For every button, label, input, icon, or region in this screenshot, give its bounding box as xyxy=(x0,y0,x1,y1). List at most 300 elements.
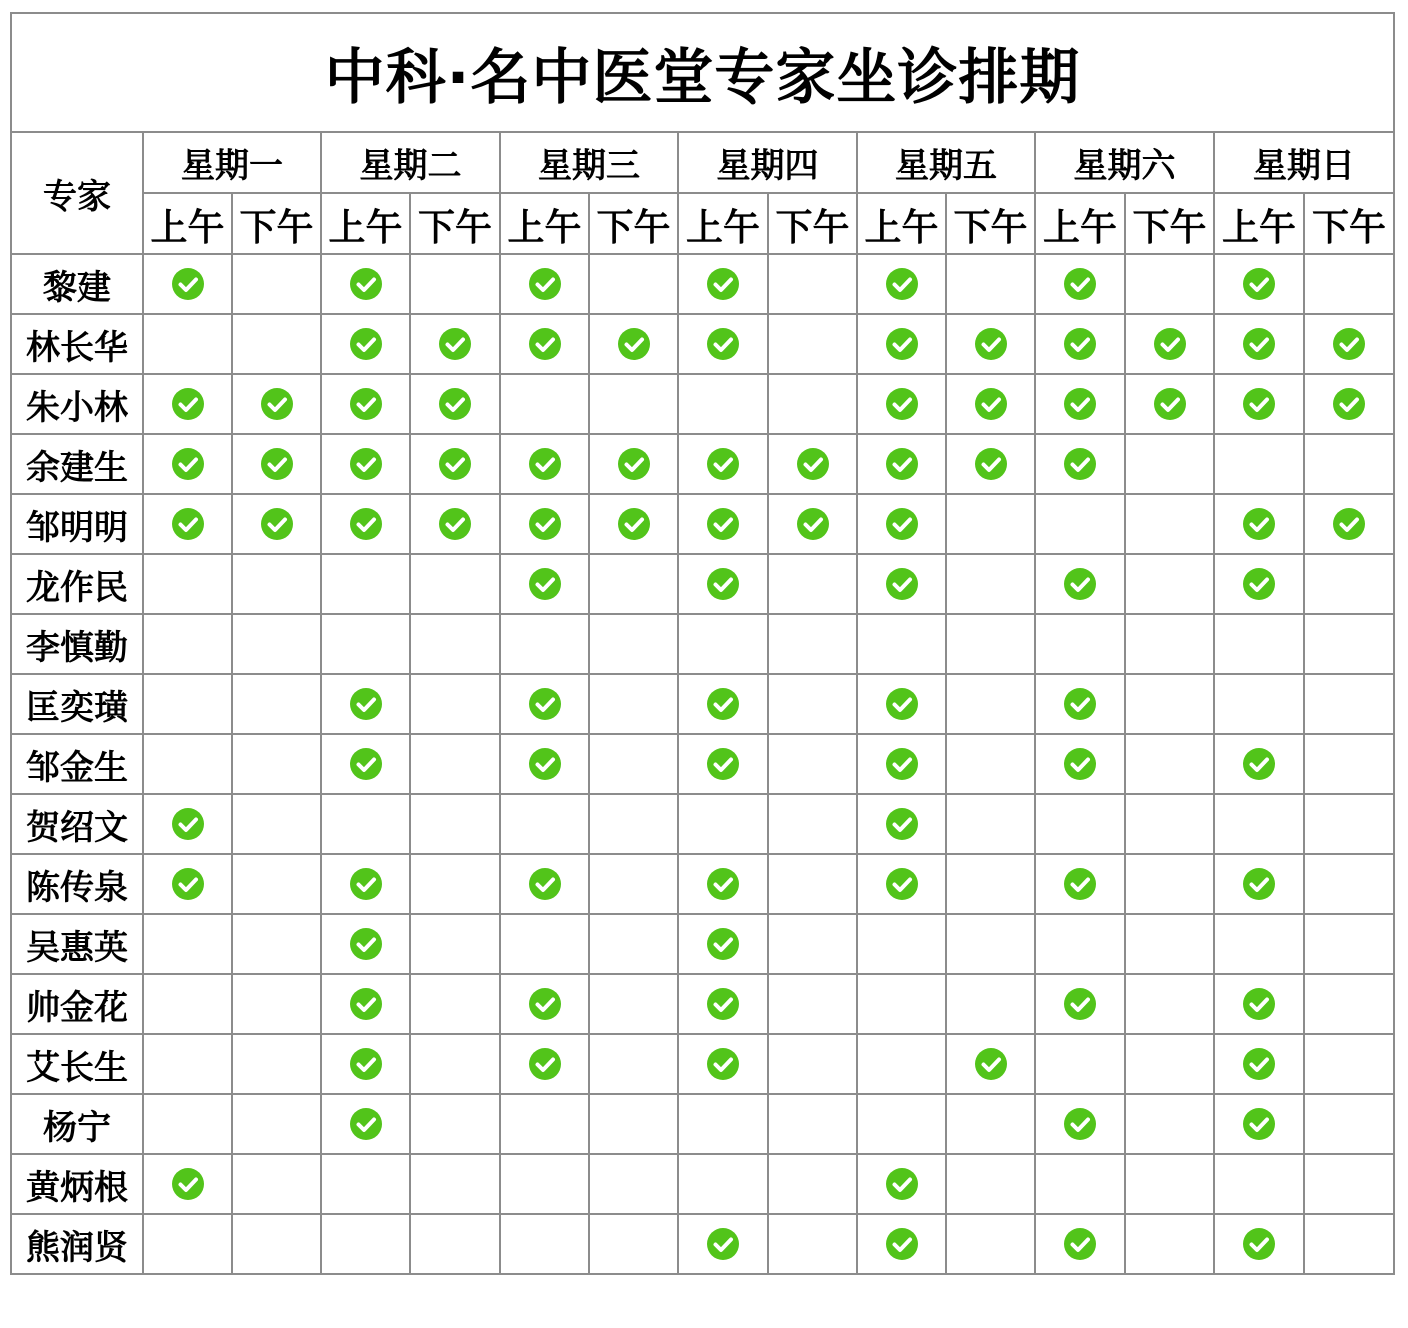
afternoon-slot-cell xyxy=(589,434,678,494)
afternoon-slot-cell xyxy=(1125,974,1214,1034)
afternoon-slot-cell xyxy=(232,794,321,854)
morning-slot-cell xyxy=(678,374,768,434)
morning-slot-cell xyxy=(143,794,232,854)
check-circle-icon xyxy=(707,508,739,540)
check-circle-icon xyxy=(1064,268,1096,300)
morning-slot-cell xyxy=(1214,314,1304,374)
check-circle-icon xyxy=(975,448,1007,480)
morning-slot-cell xyxy=(678,674,768,734)
check-circle-icon xyxy=(1243,748,1275,780)
check-circle-icon xyxy=(1243,508,1275,540)
morning-slot-cell xyxy=(1035,254,1125,314)
morning-slot-cell xyxy=(1035,1094,1125,1154)
check-circle-icon xyxy=(1064,1228,1096,1260)
morning-slot-cell xyxy=(321,314,410,374)
afternoon-slot-cell xyxy=(946,914,1035,974)
afternoon-slot-cell xyxy=(946,1034,1035,1094)
expert-name: 余建生 xyxy=(11,434,143,494)
afternoon-slot-cell xyxy=(589,974,678,1034)
check-circle-icon xyxy=(529,268,561,300)
afternoon-slot-cell xyxy=(410,1214,500,1274)
afternoon-slot-cell xyxy=(946,1154,1035,1214)
afternoon-slot-cell xyxy=(232,614,321,674)
morning-slot-cell xyxy=(1214,554,1304,614)
check-circle-icon xyxy=(529,568,561,600)
check-circle-icon xyxy=(707,688,739,720)
morning-slot-cell xyxy=(678,314,768,374)
afternoon-slot-cell xyxy=(232,1154,321,1214)
morning-slot-cell xyxy=(1035,794,1125,854)
morning-slot-cell xyxy=(857,674,946,734)
afternoon-slot-cell xyxy=(768,614,857,674)
morning-slot-cell xyxy=(1214,674,1304,734)
morning-slot-cell xyxy=(1035,974,1125,1034)
afternoon-slot-cell xyxy=(946,494,1035,554)
morning-slot-cell xyxy=(678,1034,768,1094)
afternoon-slot-cell xyxy=(232,734,321,794)
check-circle-icon xyxy=(886,568,918,600)
check-circle-icon xyxy=(529,748,561,780)
afternoon-slot-cell xyxy=(1125,494,1214,554)
afternoon-slot-cell xyxy=(232,494,321,554)
morning-slot-cell xyxy=(1214,854,1304,914)
check-circle-icon xyxy=(529,508,561,540)
check-circle-icon xyxy=(707,928,739,960)
afternoon-slot-cell xyxy=(946,314,1035,374)
afternoon-slot-cell xyxy=(768,1094,857,1154)
day-header: 星期二 xyxy=(321,132,500,193)
morning-slot-cell xyxy=(500,1094,589,1154)
afternoon-slot-cell xyxy=(589,914,678,974)
check-circle-icon xyxy=(797,448,829,480)
afternoon-header: 下午 xyxy=(1304,193,1394,254)
check-circle-icon xyxy=(1243,1108,1275,1140)
afternoon-slot-cell xyxy=(1125,254,1214,314)
afternoon-slot-cell xyxy=(589,1034,678,1094)
check-circle-icon xyxy=(707,748,739,780)
table-row xyxy=(11,1034,1394,1094)
morning-header: 上午 xyxy=(143,193,232,254)
check-circle-icon xyxy=(350,748,382,780)
morning-slot-cell xyxy=(321,1094,410,1154)
morning-slot-cell xyxy=(1035,434,1125,494)
check-circle-icon xyxy=(1064,868,1096,900)
check-circle-icon xyxy=(529,688,561,720)
check-circle-icon xyxy=(707,268,739,300)
morning-slot-cell xyxy=(321,494,410,554)
afternoon-slot-cell xyxy=(232,1034,321,1094)
morning-slot-cell xyxy=(321,794,410,854)
morning-slot-cell xyxy=(500,554,589,614)
afternoon-slot-cell xyxy=(768,494,857,554)
afternoon-slot-cell xyxy=(946,554,1035,614)
afternoon-slot-cell xyxy=(232,314,321,374)
afternoon-header: 下午 xyxy=(232,193,321,254)
check-circle-icon xyxy=(886,388,918,420)
morning-slot-cell xyxy=(678,1154,768,1214)
afternoon-slot-cell xyxy=(589,1214,678,1274)
morning-slot-cell xyxy=(143,614,232,674)
morning-slot-cell xyxy=(678,794,768,854)
check-circle-icon xyxy=(975,328,1007,360)
morning-slot-cell xyxy=(321,674,410,734)
check-circle-icon xyxy=(529,988,561,1020)
morning-slot-cell xyxy=(678,734,768,794)
afternoon-slot-cell xyxy=(1125,314,1214,374)
check-circle-icon xyxy=(886,328,918,360)
morning-header: 上午 xyxy=(321,193,410,254)
check-circle-icon xyxy=(172,388,204,420)
afternoon-header: 下午 xyxy=(946,193,1035,254)
day-header: 星期五 xyxy=(857,132,1035,193)
check-circle-icon xyxy=(1064,988,1096,1020)
afternoon-slot-cell xyxy=(1125,794,1214,854)
afternoon-slot-cell xyxy=(946,1094,1035,1154)
check-circle-icon xyxy=(439,508,471,540)
morning-slot-cell xyxy=(143,1214,232,1274)
afternoon-slot-cell xyxy=(768,434,857,494)
afternoon-slot-cell xyxy=(1125,1094,1214,1154)
check-circle-icon xyxy=(350,868,382,900)
expert-name: 林长华 xyxy=(11,314,143,374)
afternoon-slot-cell xyxy=(410,254,500,314)
day-header: 星期三 xyxy=(500,132,678,193)
morning-header: 上午 xyxy=(500,193,589,254)
morning-header: 上午 xyxy=(857,193,946,254)
check-circle-icon xyxy=(350,988,382,1020)
afternoon-slot-cell xyxy=(768,794,857,854)
afternoon-slot-cell xyxy=(589,734,678,794)
afternoon-slot-cell xyxy=(946,734,1035,794)
check-circle-icon xyxy=(1154,388,1186,420)
morning-slot-cell xyxy=(678,974,768,1034)
afternoon-slot-cell xyxy=(410,794,500,854)
afternoon-slot-cell xyxy=(768,1154,857,1214)
check-circle-icon xyxy=(1064,748,1096,780)
afternoon-header: 下午 xyxy=(410,193,500,254)
check-circle-icon xyxy=(886,268,918,300)
check-circle-icon xyxy=(350,328,382,360)
morning-slot-cell xyxy=(143,314,232,374)
morning-slot-cell xyxy=(1214,1214,1304,1274)
afternoon-slot-cell xyxy=(1125,1154,1214,1214)
expert-name: 李慎勤 xyxy=(11,614,143,674)
afternoon-slot-cell xyxy=(232,554,321,614)
expert-name: 贺绍文 xyxy=(11,794,143,854)
afternoon-slot-cell xyxy=(768,374,857,434)
morning-slot-cell xyxy=(1214,374,1304,434)
morning-slot-cell xyxy=(1035,854,1125,914)
morning-slot-cell xyxy=(500,734,589,794)
morning-slot-cell xyxy=(857,974,946,1034)
morning-slot-cell xyxy=(678,614,768,674)
morning-slot-cell xyxy=(1214,1034,1304,1094)
afternoon-slot-cell xyxy=(410,434,500,494)
morning-header: 上午 xyxy=(1214,193,1304,254)
afternoon-slot-cell xyxy=(410,854,500,914)
afternoon-slot-cell xyxy=(410,494,500,554)
morning-slot-cell xyxy=(1214,494,1304,554)
morning-slot-cell xyxy=(500,1034,589,1094)
afternoon-slot-cell xyxy=(1125,374,1214,434)
table-row xyxy=(11,1214,1394,1274)
period-header-row xyxy=(11,193,1394,254)
morning-slot-cell xyxy=(857,734,946,794)
morning-slot-cell xyxy=(500,914,589,974)
check-circle-icon xyxy=(439,448,471,480)
morning-slot-cell xyxy=(321,1034,410,1094)
afternoon-slot-cell xyxy=(410,1154,500,1214)
morning-slot-cell xyxy=(500,254,589,314)
afternoon-slot-cell xyxy=(589,554,678,614)
morning-header: 上午 xyxy=(1035,193,1125,254)
check-circle-icon xyxy=(1154,328,1186,360)
check-circle-icon xyxy=(350,1108,382,1140)
expert-name: 匡奕璜 xyxy=(11,674,143,734)
morning-slot-cell xyxy=(143,494,232,554)
afternoon-slot-cell xyxy=(768,914,857,974)
check-circle-icon xyxy=(1064,388,1096,420)
check-circle-icon xyxy=(350,448,382,480)
afternoon-slot-cell xyxy=(1304,374,1394,434)
afternoon-slot-cell xyxy=(768,974,857,1034)
afternoon-slot-cell xyxy=(768,854,857,914)
check-circle-icon xyxy=(350,388,382,420)
afternoon-slot-cell xyxy=(410,914,500,974)
morning-slot-cell xyxy=(1035,914,1125,974)
check-circle-icon xyxy=(172,808,204,840)
day-header-row xyxy=(11,132,1394,193)
afternoon-slot-cell xyxy=(589,1094,678,1154)
expert-name: 杨宁 xyxy=(11,1094,143,1154)
morning-slot-cell xyxy=(143,554,232,614)
afternoon-slot-cell xyxy=(1125,1214,1214,1274)
morning-slot-cell xyxy=(857,854,946,914)
morning-slot-cell xyxy=(1035,314,1125,374)
afternoon-slot-cell xyxy=(768,314,857,374)
check-circle-icon xyxy=(350,268,382,300)
check-circle-icon xyxy=(529,1048,561,1080)
morning-slot-cell xyxy=(1035,1154,1125,1214)
morning-slot-cell xyxy=(500,674,589,734)
morning-slot-cell xyxy=(678,854,768,914)
check-circle-icon xyxy=(261,388,293,420)
day-header: 星期日 xyxy=(1214,132,1394,193)
check-circle-icon xyxy=(618,508,650,540)
check-circle-icon xyxy=(350,688,382,720)
afternoon-slot-cell xyxy=(589,374,678,434)
afternoon-slot-cell xyxy=(410,314,500,374)
morning-slot-cell xyxy=(1035,674,1125,734)
expert-name: 朱小林 xyxy=(11,374,143,434)
morning-slot-cell xyxy=(143,854,232,914)
check-circle-icon xyxy=(886,508,918,540)
morning-slot-cell xyxy=(857,1154,946,1214)
expert-name: 陈传泉 xyxy=(11,854,143,914)
morning-slot-cell xyxy=(1214,974,1304,1034)
afternoon-slot-cell xyxy=(232,254,321,314)
morning-slot-cell xyxy=(143,734,232,794)
check-circle-icon xyxy=(975,1048,1007,1080)
afternoon-slot-cell xyxy=(768,554,857,614)
afternoon-slot-cell xyxy=(1304,674,1394,734)
morning-slot-cell xyxy=(1214,1154,1304,1214)
check-circle-icon xyxy=(350,928,382,960)
morning-slot-cell xyxy=(1035,1034,1125,1094)
afternoon-header: 下午 xyxy=(589,193,678,254)
morning-slot-cell xyxy=(321,734,410,794)
table-row xyxy=(11,494,1394,554)
table-row xyxy=(11,434,1394,494)
check-circle-icon xyxy=(975,388,1007,420)
check-circle-icon xyxy=(439,388,471,420)
afternoon-slot-cell xyxy=(589,794,678,854)
check-circle-icon xyxy=(172,448,204,480)
check-circle-icon xyxy=(529,868,561,900)
morning-slot-cell xyxy=(500,314,589,374)
afternoon-slot-cell xyxy=(768,1034,857,1094)
afternoon-slot-cell xyxy=(1125,734,1214,794)
afternoon-slot-cell xyxy=(946,854,1035,914)
table-row xyxy=(11,974,1394,1034)
morning-slot-cell xyxy=(143,914,232,974)
check-circle-icon xyxy=(1243,1048,1275,1080)
check-circle-icon xyxy=(172,1168,204,1200)
afternoon-slot-cell xyxy=(1125,914,1214,974)
morning-slot-cell xyxy=(857,1214,946,1274)
afternoon-slot-cell xyxy=(410,734,500,794)
afternoon-slot-cell xyxy=(946,434,1035,494)
afternoon-slot-cell xyxy=(232,914,321,974)
check-circle-icon xyxy=(529,328,561,360)
afternoon-slot-cell xyxy=(589,254,678,314)
morning-slot-cell xyxy=(321,854,410,914)
check-circle-icon xyxy=(886,808,918,840)
morning-slot-cell xyxy=(857,1094,946,1154)
afternoon-slot-cell xyxy=(946,254,1035,314)
check-circle-icon xyxy=(1064,448,1096,480)
morning-slot-cell xyxy=(1214,614,1304,674)
check-circle-icon xyxy=(261,448,293,480)
morning-slot-cell xyxy=(143,374,232,434)
check-circle-icon xyxy=(1064,568,1096,600)
morning-slot-cell xyxy=(143,1094,232,1154)
afternoon-slot-cell xyxy=(1304,434,1394,494)
schedule-body xyxy=(11,254,1394,1274)
table-row xyxy=(11,854,1394,914)
table-row xyxy=(11,1154,1394,1214)
expert-name: 熊润贤 xyxy=(11,1214,143,1274)
expert-name: 黎建 xyxy=(11,254,143,314)
expert-name: 艾长生 xyxy=(11,1034,143,1094)
table-row xyxy=(11,1094,1394,1154)
check-circle-icon xyxy=(797,508,829,540)
afternoon-slot-cell xyxy=(410,1034,500,1094)
afternoon-slot-cell xyxy=(1125,674,1214,734)
morning-slot-cell xyxy=(857,614,946,674)
table-row xyxy=(11,374,1394,434)
afternoon-slot-cell xyxy=(410,614,500,674)
check-circle-icon xyxy=(1333,508,1365,540)
afternoon-slot-cell xyxy=(1304,974,1394,1034)
morning-slot-cell xyxy=(857,314,946,374)
table-row xyxy=(11,614,1394,674)
morning-slot-cell xyxy=(500,794,589,854)
afternoon-slot-cell xyxy=(946,674,1035,734)
check-circle-icon xyxy=(886,1168,918,1200)
morning-slot-cell xyxy=(1035,554,1125,614)
afternoon-slot-cell xyxy=(1304,314,1394,374)
afternoon-slot-cell xyxy=(410,974,500,1034)
check-circle-icon xyxy=(618,448,650,480)
afternoon-slot-cell xyxy=(232,374,321,434)
table-row xyxy=(11,314,1394,374)
morning-slot-cell xyxy=(143,1034,232,1094)
check-circle-icon xyxy=(172,868,204,900)
afternoon-slot-cell xyxy=(1304,1214,1394,1274)
afternoon-slot-cell xyxy=(589,314,678,374)
morning-slot-cell xyxy=(857,434,946,494)
morning-slot-cell xyxy=(500,854,589,914)
afternoon-slot-cell xyxy=(1304,914,1394,974)
afternoon-slot-cell xyxy=(410,1094,500,1154)
afternoon-slot-cell xyxy=(946,1214,1035,1274)
morning-slot-cell xyxy=(321,554,410,614)
check-circle-icon xyxy=(350,1048,382,1080)
afternoon-slot-cell xyxy=(1304,734,1394,794)
afternoon-slot-cell xyxy=(946,374,1035,434)
morning-slot-cell xyxy=(1035,734,1125,794)
check-circle-icon xyxy=(1064,328,1096,360)
schedule-table xyxy=(10,12,1395,1275)
afternoon-slot-cell xyxy=(1304,1154,1394,1214)
morning-slot-cell xyxy=(1035,374,1125,434)
morning-slot-cell xyxy=(1035,614,1125,674)
morning-slot-cell xyxy=(1214,434,1304,494)
morning-slot-cell xyxy=(857,554,946,614)
morning-slot-cell xyxy=(678,254,768,314)
afternoon-slot-cell xyxy=(1125,434,1214,494)
afternoon-slot-cell xyxy=(589,494,678,554)
morning-slot-cell xyxy=(857,794,946,854)
afternoon-slot-cell xyxy=(589,1154,678,1214)
morning-slot-cell xyxy=(1214,914,1304,974)
check-circle-icon xyxy=(1243,328,1275,360)
morning-slot-cell xyxy=(321,374,410,434)
day-header: 星期四 xyxy=(678,132,857,193)
check-circle-icon xyxy=(1243,1228,1275,1260)
afternoon-slot-cell xyxy=(768,734,857,794)
morning-slot-cell xyxy=(1214,794,1304,854)
morning-slot-cell xyxy=(500,614,589,674)
check-circle-icon xyxy=(529,448,561,480)
table-row xyxy=(11,734,1394,794)
check-circle-icon xyxy=(886,748,918,780)
afternoon-slot-cell xyxy=(946,974,1035,1034)
check-circle-icon xyxy=(886,688,918,720)
afternoon-slot-cell xyxy=(1304,794,1394,854)
check-circle-icon xyxy=(350,508,382,540)
check-circle-icon xyxy=(261,508,293,540)
table-row xyxy=(11,794,1394,854)
afternoon-slot-cell xyxy=(232,674,321,734)
check-circle-icon xyxy=(1243,388,1275,420)
afternoon-slot-cell xyxy=(946,614,1035,674)
day-header: 星期一 xyxy=(143,132,321,193)
morning-slot-cell xyxy=(857,254,946,314)
check-circle-icon xyxy=(618,328,650,360)
morning-slot-cell xyxy=(500,1214,589,1274)
